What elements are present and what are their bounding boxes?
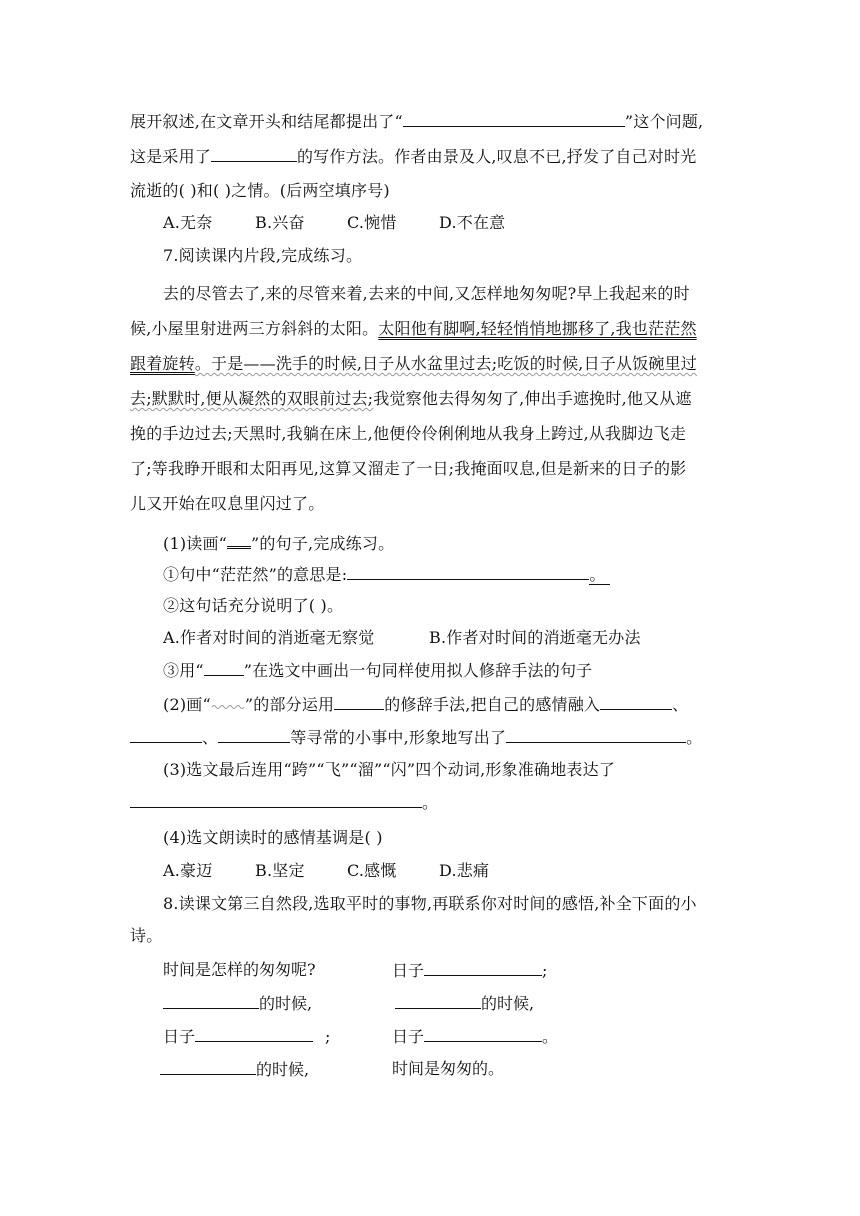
q7-sub1-q1-text: ①句中“茫茫然”的意思是:: [163, 565, 348, 584]
q6-text: 的写作方法。作者由景及人,叹息不已,抒发了自己对时光: [297, 147, 697, 166]
poem-blank-6[interactable]: [160, 1059, 256, 1075]
passage-wavy-underlined-part: 日子从饭碗里过: [583, 354, 697, 373]
q7-sub1-q3: [163, 660, 773, 681]
poem-text: 的时候,: [481, 994, 535, 1013]
poem-blank-2[interactable]: [163, 993, 259, 1009]
q7-sub2-line-2: [130, 727, 740, 748]
q6-blank-method[interactable]: [211, 146, 297, 162]
poem-text: ;: [542, 961, 548, 980]
q6-option-a[interactable]: A.无奈: [163, 213, 213, 232]
q6-option-b[interactable]: B.兴奋: [255, 213, 305, 232]
q7-title: 7.阅读课内片段,完成练习。: [163, 246, 363, 265]
q7-passage-line-7: 儿又开始在叹息里闪过了。: [130, 494, 325, 513]
q7-sub3-blank[interactable]: [130, 792, 422, 808]
q7-sub2-line-1: [163, 694, 773, 715]
q7-sub1-options: [163, 628, 773, 648]
q7-sub2-blank-thing-2[interactable]: [130, 727, 202, 743]
passage-text: 我觉察他去得匆匆了,伸出手遮挽时,他又从遮: [373, 389, 692, 408]
q7-sub4-option-c[interactable]: C.感慨: [347, 861, 397, 880]
poem-blank-1[interactable]: [424, 960, 542, 976]
q7-sub2-blank-thing-1[interactable]: [600, 694, 672, 710]
q7-sub1-q1-blank[interactable]: [347, 564, 589, 580]
q7-sub2-text: (2)画“: [163, 695, 211, 714]
q7-passage-line-2: [130, 319, 740, 339]
q7-sub1-option-a[interactable]: A.作者对时间的消逝毫无察觉: [163, 628, 375, 647]
q6-line-1: [130, 111, 740, 132]
poem-blank-5[interactable]: [424, 1026, 542, 1042]
q7-passage-line-3: [130, 354, 740, 374]
passage-double-underlined-sentence: 跟着旋转: [130, 354, 195, 373]
passage-text: 候,小屋里射进两三方斜斜的太阳。: [130, 319, 379, 338]
q7-sub2-blank-rhetoric[interactable]: [334, 694, 384, 710]
passage-wavy-underlined-part: 。于是——洗手的时候,日子从水盆里过去;吃饭的时候,: [194, 354, 584, 373]
q6-line-3: [130, 181, 740, 201]
q7-sub4-options: [163, 861, 773, 881]
q7-passage-line-5: 挽的手边过去;天黑时,我躺在床上,他便伶伶俐俐地从我身上跨过,从我脚边飞走: [130, 424, 687, 443]
q7-sub1-text: (1)读画“: [163, 534, 228, 553]
q7-passage-line-4: [130, 389, 740, 409]
poem-l3-right: [392, 1026, 558, 1047]
q7-sub2-blank-thing-3[interactable]: [218, 727, 290, 743]
q7-passage-line-6: 了;等我睁开眼和太阳再见,这算又溜走了一日;我掩面叹息,但是新来的日子的影: [130, 459, 687, 478]
poem-blank-3[interactable]: [395, 993, 481, 1009]
passage-double-underlined-sentence: 太阳他有脚啊,轻轻悄悄地挪移了,我也茫茫然: [378, 319, 697, 338]
q8-line-2: 诗。: [130, 926, 163, 945]
q6-text: 流逝的( )和( )之情。(后两空填序号): [130, 181, 390, 200]
q7-sub1: [163, 531, 773, 554]
q7-sub4-option-a[interactable]: A.豪迈: [163, 861, 213, 880]
q6-text: ”这个问题,: [624, 112, 704, 131]
poem-l3-left: [163, 1026, 330, 1047]
double-underline-mark: [227, 531, 251, 549]
q6-option-d[interactable]: D.不在意: [439, 213, 506, 232]
q7-sub1-q3-text: ”在选文中画出一句同样使用拟人修辞手法的句子: [243, 661, 593, 680]
poem-l4-left: [160, 1059, 309, 1080]
poem-l4-right: 时间是匆匆的。: [392, 1059, 505, 1078]
q7-sub1-q1: [163, 564, 773, 585]
poem-text: 日子: [392, 961, 425, 980]
q7-sub1-option-b[interactable]: B.作者对时间的消逝毫无办法: [429, 628, 641, 647]
q7-passage-line-1: 去的尽管去了,来的尽管来着,去来的中间,又怎样地匆匆呢?早上我起来的时: [163, 284, 690, 303]
q7-sub2-blank-summary[interactable]: [506, 727, 686, 743]
q7-sub4-option-b[interactable]: B.坚定: [255, 861, 305, 880]
q7-sub3: (3)选文最后连用“跨”“飞”“溜”“闪”四个动词,形象准确地表达了: [163, 760, 615, 779]
q7-sub4-option-d[interactable]: D.悲痛: [439, 861, 490, 880]
poem-l2-left: [163, 993, 312, 1014]
poem-l1-right: [392, 960, 547, 981]
q7-sub3-answer-line: [130, 792, 740, 813]
poem-blank-4[interactable]: [195, 1026, 313, 1042]
poem-l1-left: 时间是怎样的匆匆呢?: [163, 960, 316, 979]
poem-text: 日子: [163, 1027, 196, 1046]
q7-sub1-q1-end: 。: [589, 565, 609, 585]
q7-sub2-text: 。: [686, 728, 703, 747]
q6-text: 展开叙述,在文章开头和结尾都提出了“: [130, 112, 403, 131]
poem-text: 的时候,: [259, 994, 313, 1013]
q6-options: [163, 213, 773, 233]
q7-sub4: (4)选文朗读时的感情基调是( ): [163, 828, 383, 847]
q6-text: 这是采用了: [130, 147, 212, 166]
poem-text: 。: [542, 1027, 559, 1046]
q7-sub2-text: 、: [672, 695, 689, 714]
q6-line-2: [130, 146, 740, 167]
q7-sub2-text: 等寻常的小事中,形象地写出了: [290, 728, 507, 747]
q7-sub3-end: 。: [422, 793, 439, 812]
q7-sub2-text: ”的部分运用: [244, 695, 335, 714]
wavy-underline-mark: [211, 696, 245, 710]
q7-sub2-text: 、: [202, 728, 219, 747]
q7-sub1-q3-text: ③用“: [163, 661, 204, 680]
poem-l2-right: [395, 993, 534, 1014]
q7-sub2-text: 的修辞手法,把自己的感情融入: [384, 695, 601, 714]
q8-line-1: 8.读课文第三自然段,选取平时的事物,再联系你对时间的感悟,补全下面的小: [163, 894, 697, 913]
q7-sub1-text: ”的句子,完成练习。: [251, 534, 395, 553]
poem-text: 日子: [392, 1027, 425, 1046]
q6-blank-question[interactable]: [403, 111, 625, 127]
q7-sub1-q2: ②这句话充分说明了( )。: [163, 596, 344, 615]
passage-wavy-underlined-part: 去;默默时,便从凝然的双眼前过去;: [130, 389, 374, 408]
poem-text: ;: [325, 1027, 331, 1046]
q6-option-c[interactable]: C.惋惜: [347, 213, 397, 232]
single-underline-mark: [204, 660, 244, 676]
poem-text: 的时候,: [256, 1060, 310, 1079]
